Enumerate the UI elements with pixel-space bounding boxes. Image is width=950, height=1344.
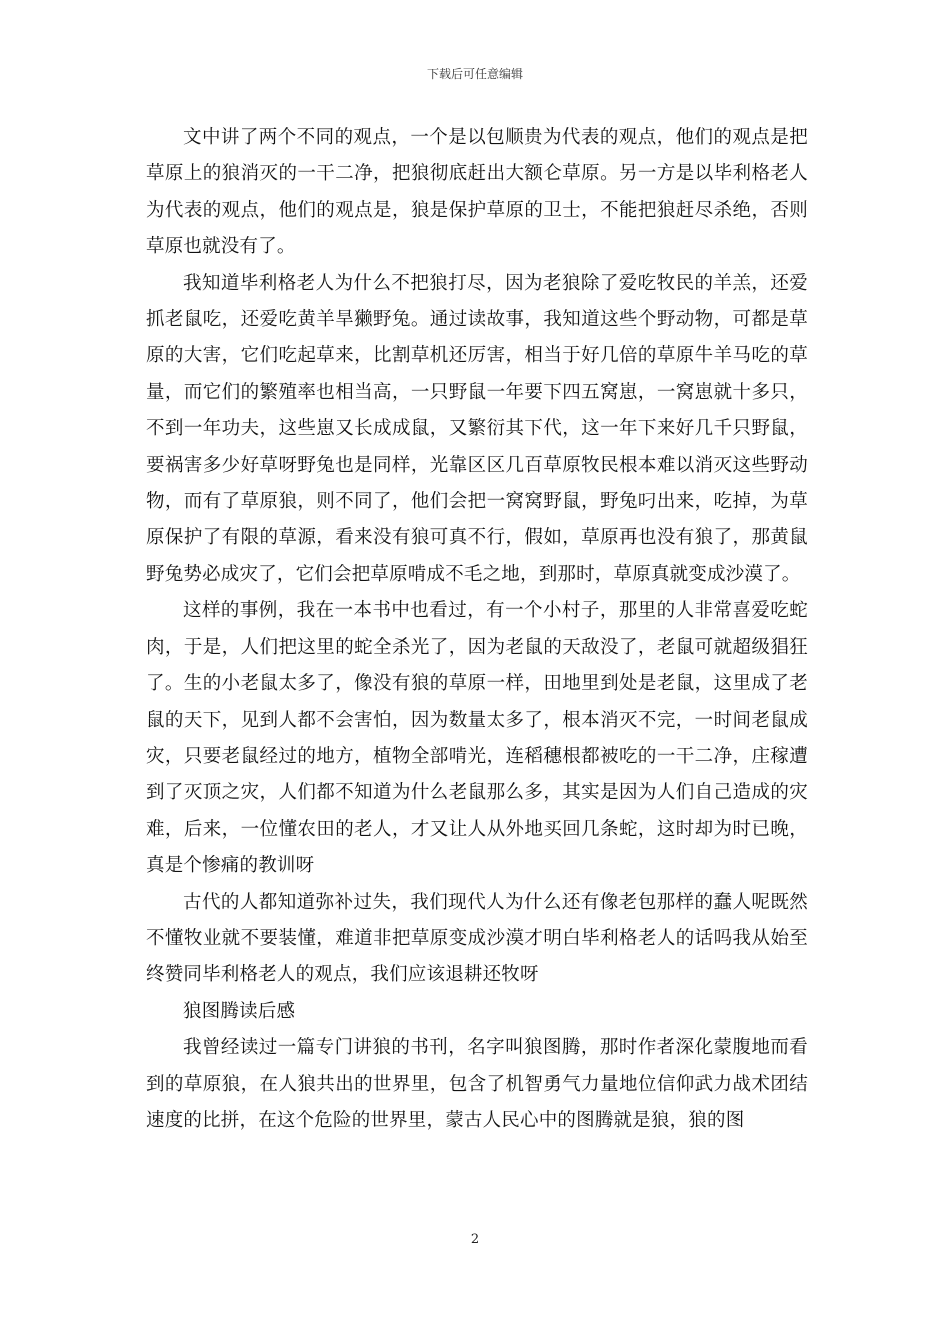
paragraph-3: 这样的事例，我在一本书中也看过，有一个小村子，那里的人非常喜爱吃蛇肉，于是，人们把这里的蛇全杀光了，因为老鼠的天敌没了，老鼠可就超级猖狂了。生的小老鼠太多了，像没有狼的草原一样，田地里到处是老鼠，这里成了老鼠的天下，见到人都不会害怕，因为数量太多了，根本消灭不完，一时间老鼠成灾，只要老鼠经过的地方，植物全部啃光，连稻穗根都被吃的一干二净，庄稼遭到了灭顶之灾，人们都不知道为什么老鼠那么多，其实是因为人们自己造成的灾难，后来，一位懂农田的老人，才又让人从外地买回几条蛇，这时却为时已晚，真是个惨痛的教训呀 [146,600,808,877]
section-title: 狼图腾读后感 [183,1000,296,1022]
page-number: 2 [470,1232,480,1247]
document-body [146,120,808,1139]
paragraph-1: 文中讲了两个不同的观点，一个是以包顺贵为代表的观点，他们的观点是把草原上的狼消灭的一干二净，把狼彻底赶出大额仑草原。另一方是以毕利格老人为代表的观点，他们的观点是，狼是保护草原的卫士，不能把狼赶尽杀绝，否则草原也就没有了。 [146,127,808,258]
paragraph-2: 我知道毕利格老人为什么不把狼打尽，因为老狼除了爱吃牧民的羊羔，还爱抓老鼠吃，还爱吃黄羊旱獭野兔。通过读故事，我知道这些个野动物，可都是草原的大害，它们吃起草来，比割草机还厉害，相当于好几倍的草原牛羊马吃的草量，而它们的繁殖率也相当高，一只野鼠一年要下四五窝崽，一窝崽就十多只，不到一年功夫，这些崽又长成成鼠，又繁衍其下代，这一年下来好几千只野鼠，要祸害多少好草呀野兔也是同样，光靠区区几百草原牧民根本难以消灭这些野动物，而有了草原狼，则不同了，他们会把一窝窝野鼠，野兔叼出来，吃掉，为草原保护了有限的草源，看来没有狼可真不行，假如，草原再也没有狼了，那黄鼠野兔势必成灾了，它们会把草原啃成不毛之地，到那时，草原真就变成沙漠了。 [146,272,808,585]
paragraph-4: 古代的人都知道弥补过失，我们现代人为什么还有像老包那样的蠢人呢既然不懂牧业就不要装懂，难道非把草原变成沙漠才明白毕利格老人的话吗我从始至终赞同毕利格老人的观点，我们应该退耕还牧呀 [146,891,808,986]
paragraph-5: 我曾经读过一篇专门讲狼的书刊，名字叫狼图腾，那时作者深化蒙腹地而看到的草原狼，在人狼共出的世界里，包含了机智勇气力量地位信仰武力战术团结速度的比拼，在这个危险的世界里，蒙古人民心中的图腾就是狼，狼的图 [146,1037,808,1131]
page-header: 下载后可任意编辑 [426,67,523,81]
